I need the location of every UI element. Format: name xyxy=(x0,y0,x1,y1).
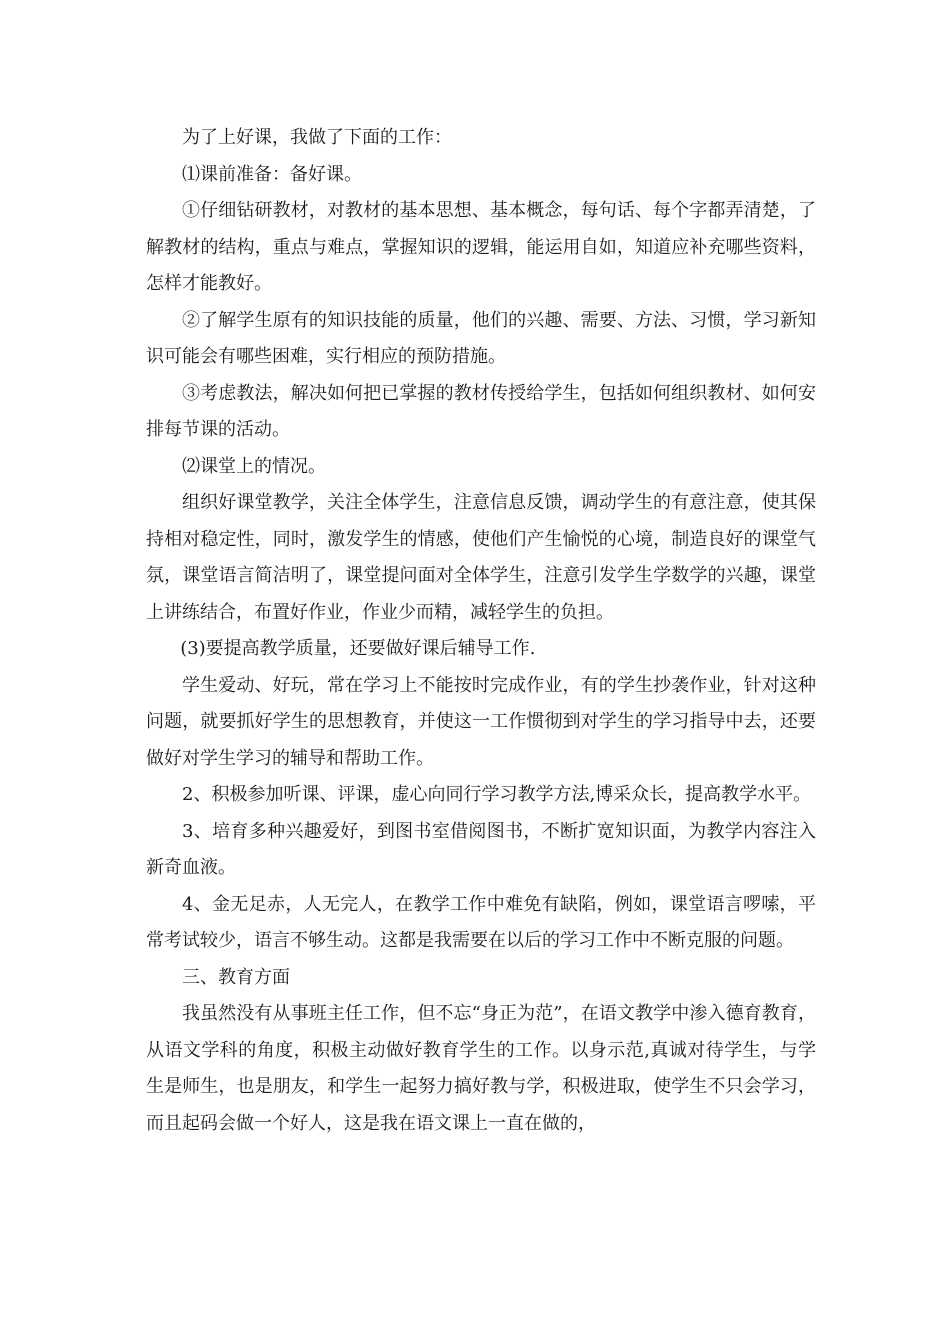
paragraph-section-1-heading: ⑴课前准备：备好课。 xyxy=(182,163,362,185)
paragraph-intro: 为了上好课，我做了下面的工作： xyxy=(182,127,452,148)
paragraph-section-2-heading: ⑵课堂上的情况。 xyxy=(182,455,326,477)
paragraph-classroom: 组织好课堂教学，关注全体学生，注意信息反馈，调动学生的有意注意，使其保持相对稳定性，同时，激发学生的情感，使他们产生愉悦的心境，制造良好的课堂气氛，课堂语言简洁明了，课堂提问面对全体学生，注意引发学生学数学的兴趣，课堂上讲练结合，布置好作业，作业少而精，减轻学生的负担。 xyxy=(146,492,816,623)
paragraph-item-1: ①仔细钻研教材，对教材的基本思想、基本概念，每句话、每个字都弄清楚，了解教材的结构，重点与难点，掌握知识的逻辑，能运用自如，知道应补充哪些资料，怎样才能教好。 xyxy=(146,200,816,294)
paragraph-section-3-heading: (3)要提高教学质量，还要做好课后辅导工作. xyxy=(180,638,536,659)
document-body xyxy=(146,120,816,1142)
paragraph-item-2: ②了解学生原有的知识技能的质量，他们的兴趣、需要、方法、习惯，学习新知识可能会有哪些困难，实行相应的预防措施。 xyxy=(146,309,816,367)
paragraph-point-4: 4、金无足赤，人无完人，在教学工作中难免有缺陷，例如，课堂语言啰嗦，平常考试较少，语言不够生动。这都是我需要在以后的学习工作中不断克服的问题。 xyxy=(146,893,816,951)
paragraph-point-2: 2、积极参加听课、评课，虚心向同行学习教学方法,博采众长，提高教学水平。 xyxy=(182,784,812,805)
paragraph-point-3: 3、培育多种兴趣爱好，到图书室借阅图书，不断扩宽知识面，为教学内容注入新奇血液。 xyxy=(146,820,816,878)
paragraph-education: 我虽然没有从事班主任工作，但不忘“身正为范”，在语文教学中渗入德育教育，从语文学科的角度，积极主动做好教育学生的工作。以身示范,真诚对待学生，与学生是师生，也是朋友，和学生一起努力搞好教与学，积极进取，使学生不只会学习，而且起码会做一个好人，这是我在语文课上一直在做的， xyxy=(146,1003,816,1134)
paragraph-item-3: ③考虑教法，解决如何把已掌握的教材传授给学生，包括如何组织教材、如何安排每节课的活动。 xyxy=(146,382,816,440)
heading-education: 三、教育方面 xyxy=(182,966,290,988)
paragraph-tutoring: 学生爱动、好玩，常在学习上不能按时完成作业，有的学生抄袭作业，针对这种问题，就要抓好学生的思想教育，并使这一工作惯彻到对学生的学习指导中去，还要做好对学生学习的辅导和帮助工作。 xyxy=(146,674,816,769)
